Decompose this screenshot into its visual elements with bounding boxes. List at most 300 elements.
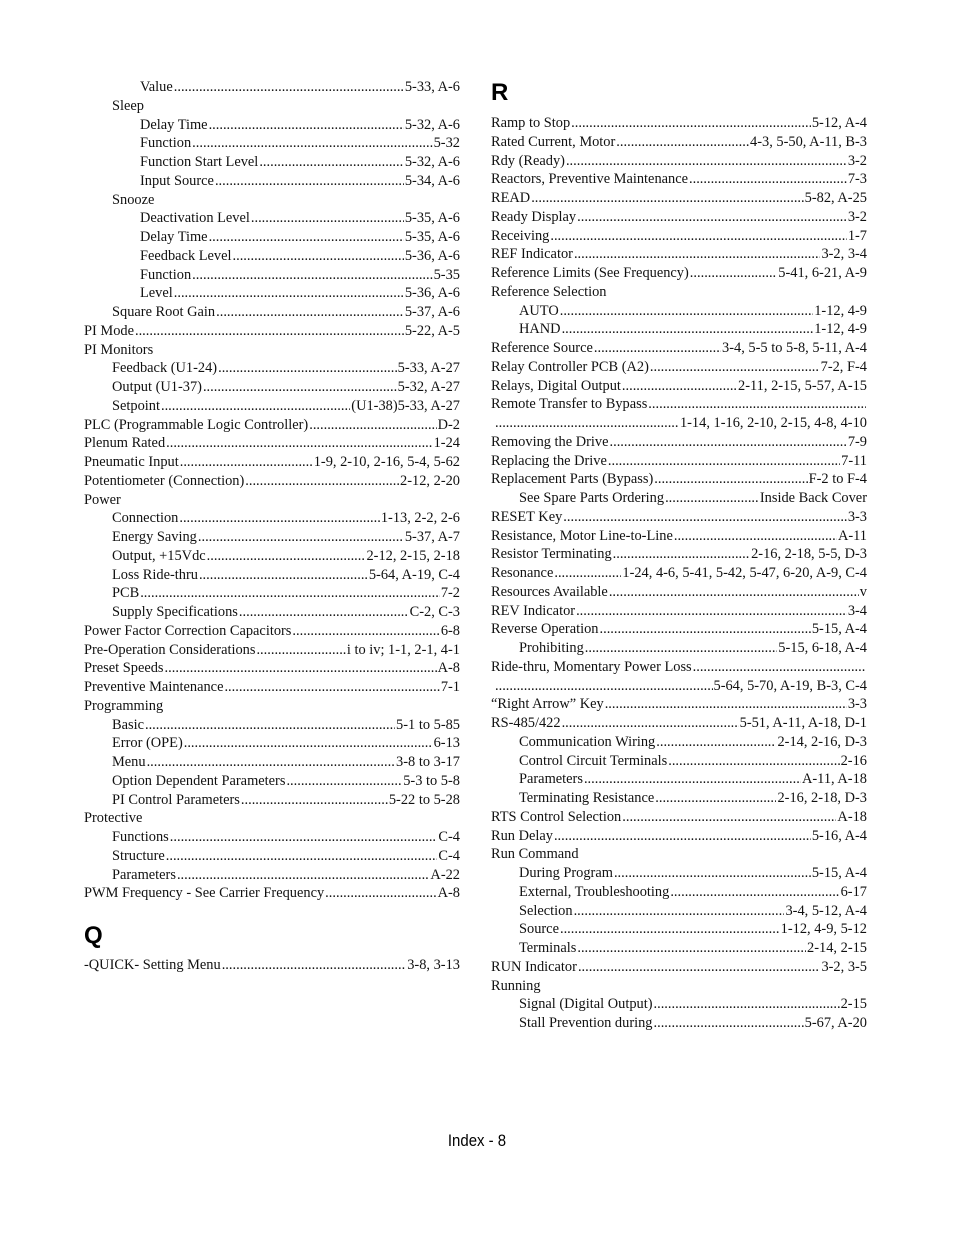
index-entry bbox=[491, 695, 867, 714]
index-term: Control Circuit Terminals bbox=[519, 752, 668, 769]
index-entries-p bbox=[84, 78, 460, 903]
index-term: Run Delay bbox=[491, 827, 553, 844]
index-term: Value bbox=[140, 79, 173, 95]
index-entry bbox=[491, 377, 867, 396]
index-pages: 3-8 to 3-17 bbox=[396, 754, 460, 770]
index-term: Replacement Parts (Bypass) bbox=[491, 471, 654, 488]
dot-leader bbox=[222, 956, 407, 975]
index-entry bbox=[84, 472, 460, 491]
dot-leader bbox=[608, 452, 840, 471]
dot-leader bbox=[241, 791, 388, 810]
index-entry bbox=[84, 753, 460, 772]
index-term: Terminals bbox=[519, 940, 577, 956]
index-term: Relay Controller PCB (A2) bbox=[491, 358, 649, 375]
index-entry bbox=[491, 827, 867, 846]
index-entry bbox=[491, 508, 867, 527]
dot-leader bbox=[566, 152, 847, 171]
index-entry bbox=[84, 641, 460, 660]
dot-leader bbox=[215, 172, 404, 191]
index-entry bbox=[491, 1014, 867, 1033]
index-term: Preventive Maintenance bbox=[84, 679, 224, 695]
index-term: Resources Available bbox=[491, 583, 608, 600]
index-pages: 7-9 bbox=[847, 433, 867, 450]
index-pages: 5-22, A-5 bbox=[404, 322, 460, 339]
index-entry bbox=[491, 995, 867, 1014]
index-pages: 7-3 bbox=[847, 171, 867, 188]
index-entry bbox=[491, 283, 867, 302]
index-pages: 6-17 bbox=[840, 883, 867, 900]
index-term: Running bbox=[491, 977, 541, 994]
index-pages: 1-12, 4-9 bbox=[814, 321, 867, 338]
index-pages: A-8 bbox=[437, 660, 460, 677]
index-pages: 7-1 bbox=[440, 679, 460, 695]
dot-leader bbox=[145, 716, 395, 735]
index-entry bbox=[84, 303, 460, 322]
index-pages: A-22 bbox=[430, 866, 460, 883]
index-entry bbox=[491, 489, 867, 508]
section-heading-q: Q bbox=[84, 921, 103, 949]
index-entry bbox=[84, 584, 460, 603]
index-pages: D-2 bbox=[437, 416, 460, 433]
dot-leader bbox=[192, 266, 432, 285]
index-pages: 5-37, A-6 bbox=[404, 304, 460, 320]
index-entry bbox=[84, 97, 460, 116]
index-entry bbox=[491, 958, 867, 977]
dot-leader bbox=[574, 245, 821, 264]
section-heading-r: R bbox=[491, 79, 509, 106]
index-entry bbox=[84, 659, 460, 678]
index-pages: C-4 bbox=[438, 829, 460, 845]
index-pages: 2-16, 2-18, D-3 bbox=[777, 790, 867, 806]
index-entry bbox=[491, 602, 867, 621]
index-pages: 5-32, A-27 bbox=[397, 379, 460, 395]
dot-leader bbox=[165, 659, 437, 678]
index-pages: 6-8 bbox=[440, 622, 460, 639]
index-term: REV Indicator bbox=[491, 602, 576, 619]
dot-leader bbox=[670, 883, 839, 902]
index-pages: 5-35 bbox=[433, 266, 460, 283]
dot-leader bbox=[614, 864, 811, 883]
index-term: Menu bbox=[112, 754, 146, 770]
index-column-left bbox=[84, 78, 460, 975]
dot-leader bbox=[577, 208, 847, 227]
index-term: Rdy (Ready) bbox=[491, 152, 565, 169]
index-entry bbox=[491, 452, 867, 471]
dot-leader bbox=[209, 116, 404, 135]
index-pages: 5-32, A-6 bbox=[404, 154, 460, 170]
index-term: Option Dependent Parameters bbox=[112, 772, 286, 789]
index-pages: 5-32 bbox=[433, 135, 460, 152]
index-entry bbox=[84, 434, 460, 453]
index-entry bbox=[491, 583, 867, 602]
index-entry bbox=[491, 339, 867, 358]
index-pages: A-11, A-18 bbox=[801, 771, 867, 788]
index-term: Pre-Operation Considerations bbox=[84, 641, 256, 658]
dot-leader bbox=[531, 189, 803, 208]
index-entry bbox=[491, 152, 867, 171]
dot-leader bbox=[610, 433, 847, 452]
index-pages: 5-15, A-4 bbox=[811, 865, 867, 881]
index-entry bbox=[84, 78, 460, 97]
index-term: Sleep bbox=[112, 97, 144, 114]
heading-spacer bbox=[491, 107, 867, 114]
index-entry bbox=[491, 845, 867, 864]
index-term: Power Factor Correction Capacitors bbox=[84, 622, 292, 639]
index-pages: i to iv; 1-1, 2-1, 4-1 bbox=[346, 641, 460, 658]
index-term: Feedback (U1-24) bbox=[112, 360, 218, 377]
index-entry bbox=[84, 622, 460, 641]
index-pages: 4-3, 5-50, A-11, B-3 bbox=[750, 133, 867, 150]
index-pages: 7-2, F-4 bbox=[820, 358, 867, 375]
dot-leader bbox=[550, 227, 846, 246]
dot-leader bbox=[179, 509, 380, 528]
index-entry bbox=[491, 527, 867, 546]
index-term: Plenum Rated bbox=[84, 435, 166, 452]
index-pages: 2-15 bbox=[840, 996, 867, 1013]
dot-leader bbox=[170, 828, 438, 847]
index-term: Setpoint bbox=[112, 397, 160, 414]
index-pages: 2-16, 2-18, 5-5, D-3 bbox=[751, 546, 867, 563]
index-pages: 5-35, A-6 bbox=[404, 210, 460, 227]
dot-leader bbox=[292, 622, 439, 641]
index-pages: 5-15, 6-18, A-4 bbox=[778, 640, 867, 656]
index-column-right bbox=[491, 79, 867, 1033]
index-entry bbox=[84, 172, 460, 191]
dot-leader bbox=[689, 170, 847, 189]
index-entry bbox=[84, 603, 460, 622]
dot-leader bbox=[622, 808, 836, 827]
index-term: External, Troubleshooting bbox=[519, 883, 670, 900]
index-pages: A-11 bbox=[837, 527, 867, 544]
index-term: Programming bbox=[84, 697, 164, 714]
index-term: Signal (Digital Output) bbox=[519, 996, 653, 1013]
index-entry bbox=[84, 416, 460, 435]
index-term: HAND bbox=[519, 321, 561, 338]
dot-leader bbox=[239, 603, 409, 622]
dot-leader bbox=[495, 414, 679, 433]
index-pages: 5-16, A-4 bbox=[811, 827, 867, 844]
index-pages: 2-12, 2-15, 2-18 bbox=[366, 547, 460, 564]
index-entry bbox=[84, 341, 460, 360]
index-entry bbox=[491, 133, 867, 152]
index-pages: 5-33, A-6 bbox=[404, 79, 460, 95]
index-entry bbox=[84, 716, 460, 735]
dot-leader bbox=[174, 78, 404, 97]
index-entry bbox=[84, 228, 460, 247]
index-pages: A-8 bbox=[437, 885, 460, 902]
index-pages: 5-33, A-27 bbox=[397, 360, 460, 377]
index-pages: 3-3 bbox=[847, 508, 867, 525]
index-entry bbox=[491, 564, 867, 583]
index-entry bbox=[491, 114, 867, 133]
dot-leader bbox=[140, 584, 440, 603]
index-entry bbox=[491, 770, 867, 789]
index-pages: 2-11, 2-15, 5-57, A-15 bbox=[738, 377, 867, 394]
index-term: Replacing the Drive bbox=[491, 452, 607, 469]
index-term: Reference Limits (See Frequency) bbox=[491, 265, 689, 281]
index-term: Parameters bbox=[112, 866, 176, 883]
index-term: RTS Control Selection bbox=[491, 808, 622, 825]
index-term: Function Start Level bbox=[140, 154, 259, 170]
index-term: -QUICK- Setting Menu bbox=[84, 956, 221, 973]
dot-leader bbox=[594, 339, 721, 358]
index-term: Loss Ride-thru bbox=[112, 566, 198, 583]
index-term: Structure bbox=[112, 847, 165, 864]
dot-leader bbox=[616, 133, 749, 152]
index-entry bbox=[84, 791, 460, 810]
index-pages: 5-3 to 5-8 bbox=[403, 772, 460, 789]
index-term: Delay Time bbox=[140, 229, 208, 245]
index-term: Error (OPE) bbox=[112, 735, 183, 752]
dot-leader bbox=[180, 453, 313, 472]
index-entry bbox=[491, 264, 867, 283]
index-entry bbox=[491, 789, 867, 808]
index-term: AUTO bbox=[519, 302, 559, 319]
index-term: Function bbox=[140, 135, 192, 152]
index-pages: 3-3 bbox=[847, 696, 867, 713]
index-term: PLC (Programmable Logic Controller) bbox=[84, 416, 309, 433]
index-entry bbox=[84, 884, 460, 903]
index-pages: 2-12, 2-20 bbox=[400, 472, 460, 489]
index-term: See Spare Parts Ordering bbox=[519, 490, 665, 506]
index-entries-q bbox=[84, 956, 460, 975]
index-term: Protective bbox=[84, 810, 143, 827]
index-pages: A-18 bbox=[837, 808, 867, 825]
index-entry bbox=[491, 864, 867, 883]
dot-leader bbox=[203, 378, 397, 397]
index-term: Selection bbox=[519, 902, 573, 919]
dot-leader bbox=[690, 264, 777, 283]
dot-leader bbox=[655, 789, 776, 808]
index-entry bbox=[491, 977, 867, 996]
index-term: Remote Transfer to Bypass bbox=[491, 396, 648, 413]
index-term: Removing the Drive bbox=[491, 433, 609, 450]
index-pages: 2-14, 2-16, D-3 bbox=[777, 733, 867, 750]
index-entry bbox=[491, 470, 867, 489]
index-entry bbox=[84, 191, 460, 210]
index-entry bbox=[491, 639, 867, 658]
index-entry bbox=[491, 658, 867, 677]
index-term: PCB bbox=[112, 585, 140, 602]
index-entry bbox=[491, 170, 867, 189]
index-term: Reactors, Preventive Maintenance bbox=[491, 171, 688, 188]
index-entry bbox=[84, 847, 460, 866]
index-pages: 1-24 bbox=[433, 435, 460, 452]
index-entry bbox=[84, 266, 460, 285]
dot-leader bbox=[259, 153, 404, 172]
dot-leader bbox=[325, 884, 436, 903]
index-entry bbox=[84, 772, 460, 791]
dot-leader bbox=[495, 677, 713, 696]
index-pages: 1-13, 2-2, 2-6 bbox=[380, 510, 460, 527]
index-entry bbox=[491, 733, 867, 752]
dot-leader bbox=[245, 472, 399, 491]
index-entry bbox=[84, 134, 460, 153]
index-term: Stall Prevention during bbox=[519, 1015, 653, 1031]
index-term: Source bbox=[519, 921, 559, 938]
dot-leader bbox=[585, 639, 778, 658]
index-term: READ bbox=[491, 190, 531, 206]
index-entry bbox=[84, 734, 460, 753]
index-pages: 7-2 bbox=[440, 585, 460, 602]
dot-leader bbox=[560, 920, 780, 939]
index-pages: 1-24, 4-6, 5-41, 5-42, 5-47, 6-20, A-9, C-4 bbox=[622, 565, 867, 581]
dot-leader bbox=[199, 566, 368, 585]
index-entry bbox=[491, 920, 867, 939]
index-pages: 1-9, 2-10, 2-16, 5-4, 5-62 bbox=[313, 454, 460, 470]
dot-leader bbox=[216, 303, 404, 322]
index-pages: 3-4 bbox=[847, 602, 867, 619]
index-term: Potentiometer (Connection) bbox=[84, 472, 245, 489]
index-term: “Right Arrow” Key bbox=[491, 696, 604, 713]
index-term: Resistance, Motor Line-to-Line bbox=[491, 527, 673, 544]
dot-leader bbox=[147, 753, 395, 772]
dot-leader bbox=[184, 734, 433, 753]
dot-leader bbox=[578, 958, 821, 977]
index-entry bbox=[84, 116, 460, 135]
dot-leader bbox=[654, 470, 807, 489]
dot-leader bbox=[577, 939, 806, 958]
index-entry bbox=[491, 883, 867, 902]
page-footer: Index - 8 bbox=[447, 1131, 507, 1150]
index-term: Parameters bbox=[519, 771, 583, 788]
index-entry bbox=[84, 697, 460, 716]
index-entry bbox=[84, 866, 460, 885]
index-entry bbox=[84, 509, 460, 528]
index-pages: 3-2, 3-4 bbox=[821, 246, 867, 263]
index-pages: 6-13 bbox=[433, 735, 460, 752]
index-term: PI Mode bbox=[84, 322, 134, 339]
dot-leader bbox=[668, 752, 839, 771]
index-entry bbox=[491, 620, 867, 639]
index-entry bbox=[491, 752, 867, 771]
index-pages: 5-15, A-4 bbox=[811, 621, 867, 638]
index-term: Snooze bbox=[112, 191, 155, 208]
index-pages: 5-36, A-6 bbox=[404, 247, 460, 264]
dot-leader bbox=[192, 134, 432, 153]
index-entry bbox=[84, 153, 460, 172]
index-term: Square Root Gain bbox=[112, 304, 216, 320]
dot-leader bbox=[256, 641, 345, 660]
index-term: Deactivation Level bbox=[140, 210, 250, 227]
dot-leader bbox=[224, 678, 439, 697]
dot-leader bbox=[166, 847, 438, 866]
index-pages: 5-34, A-6 bbox=[404, 172, 460, 189]
index-term: Output, +15Vdc bbox=[112, 547, 206, 564]
dot-leader bbox=[656, 733, 776, 752]
index-entry bbox=[84, 209, 460, 228]
index-pages: 5-35, A-6 bbox=[404, 229, 460, 245]
index-pages: 5-1 to 5-85 bbox=[396, 716, 460, 733]
index-entry bbox=[84, 453, 460, 472]
index-entry bbox=[491, 208, 867, 227]
dot-leader bbox=[562, 320, 814, 339]
index-term: Ramp to Stop bbox=[491, 115, 571, 131]
index-pages: 5-22 to 5-28 bbox=[388, 791, 460, 808]
index-pages: 5-41, 6-21, A-9 bbox=[778, 265, 867, 281]
index-pages: 1-12, 4-9, 5-12 bbox=[780, 921, 867, 938]
index-entry bbox=[491, 808, 867, 827]
index-pages: 1-7 bbox=[847, 227, 867, 244]
dot-leader bbox=[286, 772, 402, 791]
index-pages: 5-32, A-6 bbox=[404, 116, 460, 133]
index-term: Run Command bbox=[491, 846, 579, 863]
index-term: Reference Selection bbox=[491, 283, 607, 300]
index-term: Resonance bbox=[491, 565, 554, 581]
index-entry bbox=[491, 245, 867, 264]
dot-leader bbox=[650, 358, 820, 377]
index-entry bbox=[491, 395, 867, 414]
index-pages: 2-16 bbox=[840, 752, 867, 769]
index-pages: 1-12, 4-9 bbox=[814, 302, 867, 319]
dot-leader bbox=[554, 827, 811, 846]
index-entry bbox=[84, 828, 460, 847]
index-entry bbox=[491, 939, 867, 958]
index-entry bbox=[84, 491, 460, 510]
index-term: Terminating Resistance bbox=[519, 790, 655, 806]
index-term: Connection bbox=[112, 510, 179, 527]
index-pages: C-2, C-3 bbox=[409, 604, 460, 620]
index-term: Prohibiting bbox=[519, 640, 584, 656]
index-term: Ready Display bbox=[491, 208, 577, 225]
index-term: PI Control Parameters bbox=[112, 791, 240, 808]
dot-leader bbox=[177, 866, 429, 885]
index-pages: 3-2 bbox=[847, 208, 867, 225]
index-entry bbox=[84, 566, 460, 585]
dot-leader bbox=[209, 228, 404, 247]
index-pages: 3-4, 5-12, A-4 bbox=[785, 902, 867, 919]
index-term: PWM Frequency - See Carrier Frequency bbox=[84, 885, 325, 902]
index-pages: F-2 to F-4 bbox=[808, 471, 867, 488]
dot-leader bbox=[654, 995, 840, 1014]
index-entry bbox=[84, 359, 460, 378]
dot-leader bbox=[563, 508, 847, 527]
index-pages: 5-12, A-4 bbox=[811, 115, 867, 131]
index-pages: Inside Back Cover bbox=[759, 490, 867, 506]
index-entry bbox=[84, 956, 460, 975]
index-term: Receiving bbox=[491, 227, 550, 244]
dot-leader bbox=[665, 489, 759, 508]
index-term: Basic bbox=[112, 716, 144, 733]
index-term: Energy Saving bbox=[112, 529, 197, 545]
index-entry bbox=[491, 320, 867, 339]
index-pages: 2-14, 2-15 bbox=[807, 940, 867, 956]
index-entry bbox=[491, 189, 867, 208]
index-pages: 5-37, A-7 bbox=[404, 529, 460, 545]
index-pages: 5-51, A-11, A-18, D-1 bbox=[739, 715, 867, 731]
index-entry bbox=[491, 902, 867, 921]
index-term: Level bbox=[140, 285, 173, 302]
index-entry bbox=[84, 809, 460, 828]
index-entry bbox=[491, 714, 867, 733]
index-term: Reference Source bbox=[491, 340, 593, 356]
index-entry bbox=[84, 322, 460, 341]
dot-leader bbox=[207, 547, 366, 566]
dot-leader bbox=[609, 583, 859, 602]
index-pages: 3-8, 3-13 bbox=[407, 956, 460, 973]
dot-leader bbox=[600, 620, 811, 639]
dot-leader bbox=[554, 564, 621, 583]
index-pages: v bbox=[859, 583, 867, 600]
dot-leader bbox=[233, 247, 404, 266]
section-spacer bbox=[84, 903, 460, 922]
index-entry bbox=[84, 528, 460, 547]
index-term: RESET Key bbox=[491, 508, 563, 525]
index-term: Preset Speeds bbox=[84, 660, 164, 677]
index-entry bbox=[84, 397, 460, 416]
dot-leader bbox=[613, 545, 750, 564]
dot-leader bbox=[584, 770, 801, 789]
